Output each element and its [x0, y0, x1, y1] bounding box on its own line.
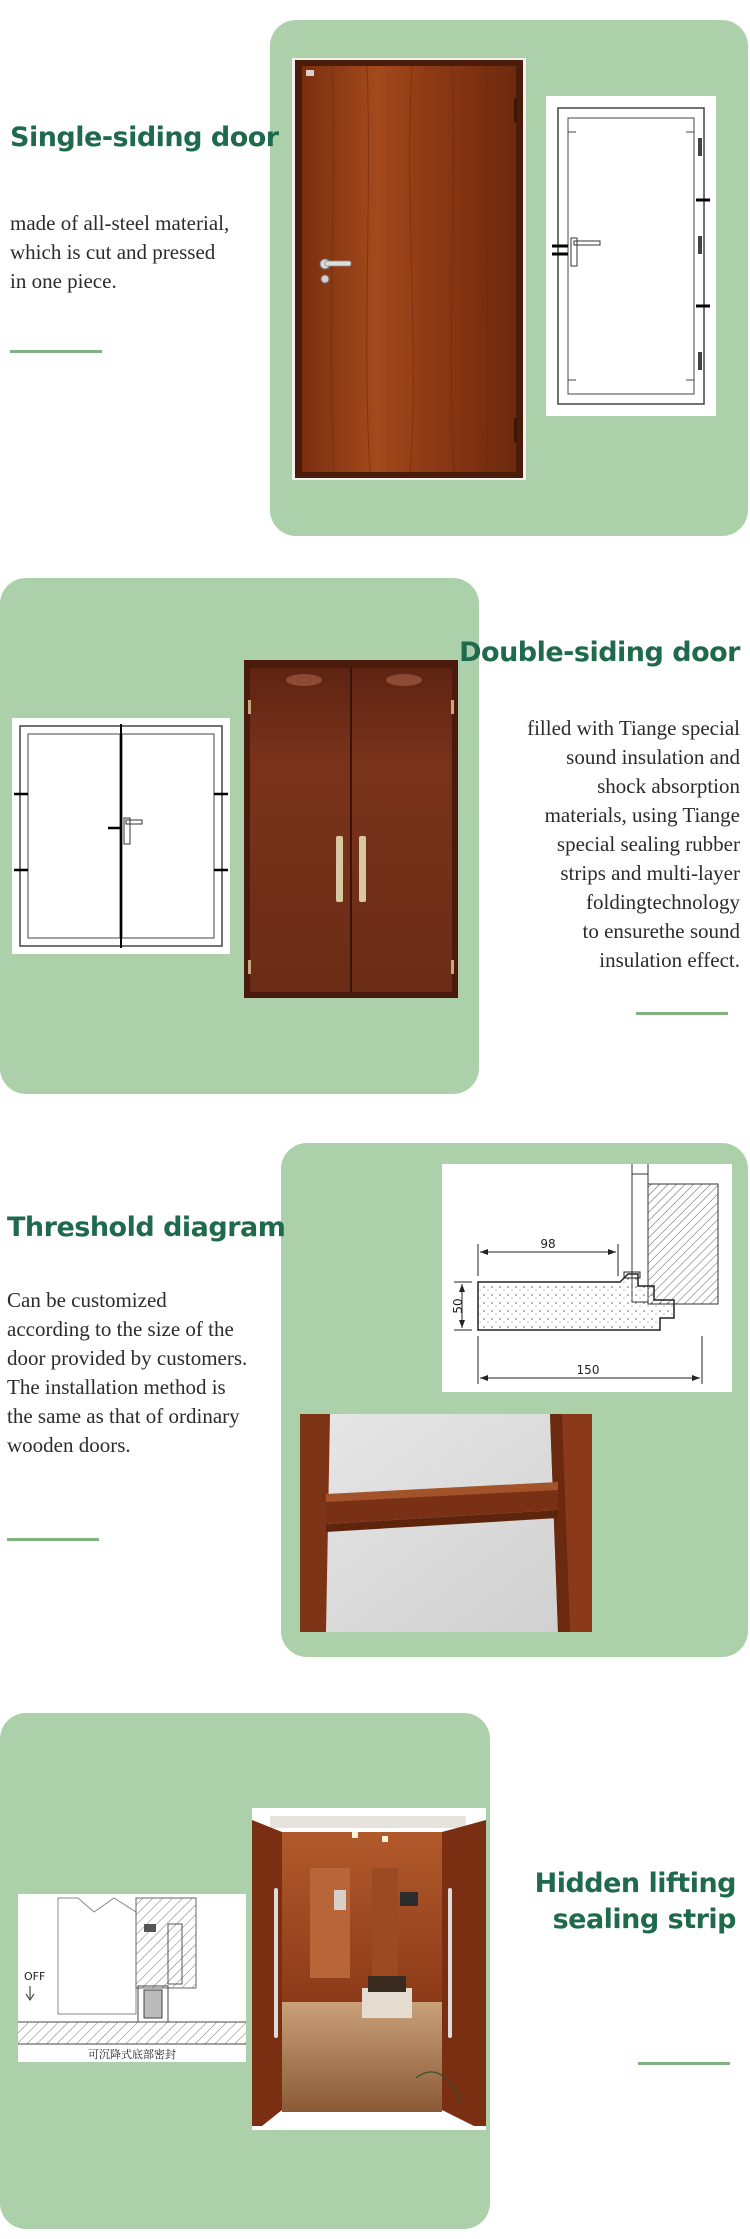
- section4-title-line2: sealing strip: [552, 1904, 736, 1935]
- section2-title: Double-siding door: [459, 637, 740, 668]
- double-door-diagram: [12, 718, 230, 954]
- single-door-diagram: [546, 96, 716, 416]
- dim-98-label: 98: [540, 1237, 556, 1251]
- section2-rule: [636, 1012, 728, 1015]
- single-door-photo: [292, 58, 526, 480]
- section3-body: Can be customized according to the size of the door provided by customers. The installation method is the same as that of ordinary wooden doors.: [7, 1288, 248, 1457]
- section1-rule: [10, 350, 102, 353]
- section3-title: Threshold diagram: [7, 1212, 286, 1243]
- diagram-caption: 可沉降式底部密封: [88, 2048, 176, 2061]
- open-door-photo: [252, 1808, 486, 2130]
- threshold-photo: [300, 1414, 592, 1632]
- threshold-diagram: [442, 1164, 732, 1392]
- section1-title: Single-siding door: [10, 122, 279, 153]
- section2-body: filled with Tiange special sound insulation and shock absorption materials, using Tiange special sealing rubber strips and multi-layer foldingtechnology to ensurethe sound insulation effect.: [527, 716, 740, 972]
- section4-rule: [638, 2062, 730, 2065]
- section3-rule: [7, 1538, 99, 1541]
- double-door-photo: [244, 660, 458, 998]
- section1-body: made of all-steel material, which is cut and pressed in one piece.: [10, 211, 230, 293]
- off-label: OFF: [24, 1970, 46, 1983]
- dim-50-label: 50: [451, 1298, 465, 1314]
- dim-150-label: 150: [576, 1363, 600, 1377]
- section4-title-line1: Hidden lifting: [534, 1868, 736, 1899]
- hidden-seal-diagram: [18, 1894, 246, 2062]
